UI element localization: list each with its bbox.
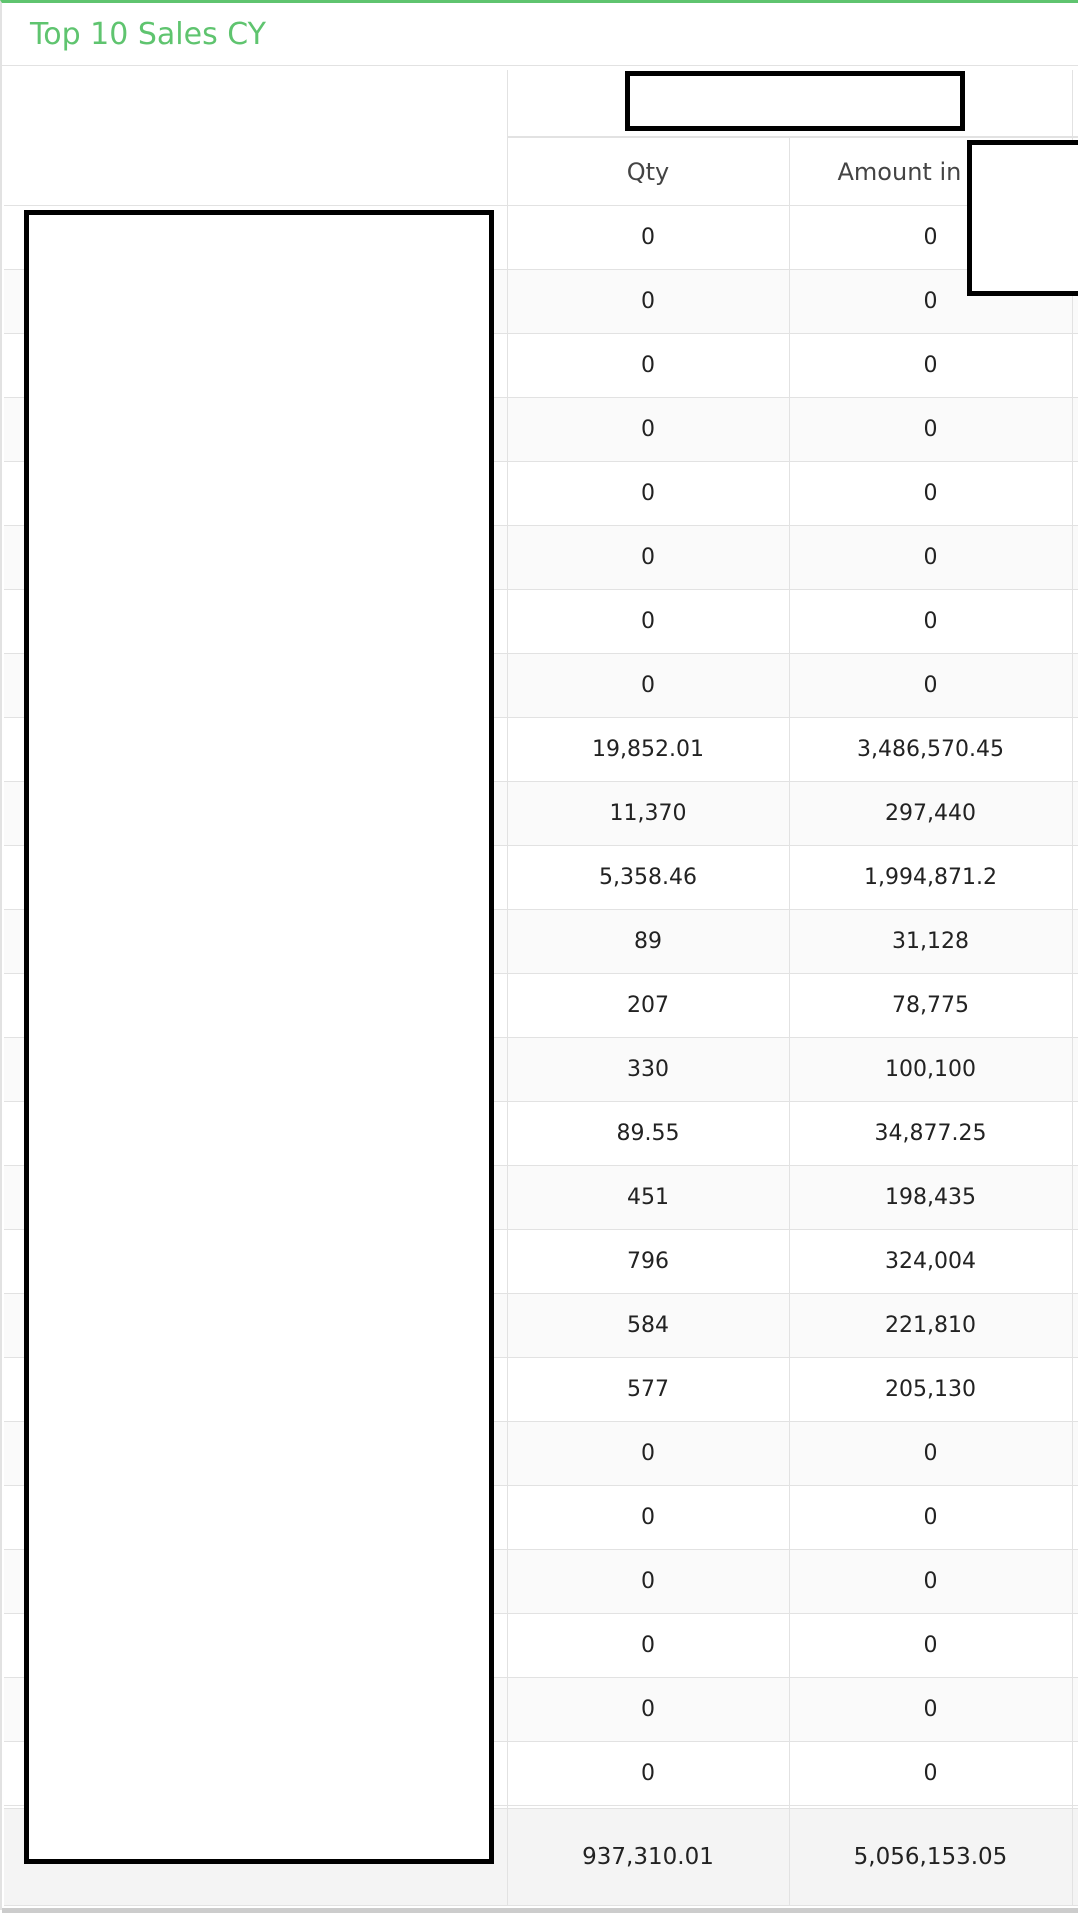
qty-cell: 0 xyxy=(507,1422,789,1486)
widget-title: Top 10 Sales CY xyxy=(30,16,267,52)
overflow-cell xyxy=(1072,590,1078,654)
amount-cell: 0 xyxy=(789,1742,1072,1806)
overflow-cell xyxy=(1072,1550,1078,1614)
qty-cell: 0 xyxy=(507,462,789,526)
amount-cell: 198,435 xyxy=(789,1166,1072,1230)
overflow-cell xyxy=(1072,1742,1078,1806)
amount-cell: 324,004 xyxy=(789,1230,1072,1294)
amount-cell: 221,810 xyxy=(789,1294,1072,1358)
amount-cell: 0 xyxy=(789,462,1072,526)
amount-cell: 0 xyxy=(789,1422,1072,1486)
overflow-cell xyxy=(1072,782,1078,846)
overflow-cell xyxy=(1072,654,1078,718)
qty-cell: 0 xyxy=(507,1678,789,1742)
amount-column-header[interactable]: Amount in xyxy=(789,137,1072,206)
overflow-cell xyxy=(1072,1294,1078,1358)
amount-cell: 0 xyxy=(789,526,1072,590)
amount-cell: 0 xyxy=(789,398,1072,462)
qty-cell: 89.55 xyxy=(507,1102,789,1166)
redacted-row-labels xyxy=(24,210,494,1864)
overflow-cell xyxy=(1072,718,1078,782)
overflow-cell xyxy=(1072,334,1078,398)
redacted-header-label xyxy=(625,71,965,131)
amount-cell: 34,877.25 xyxy=(789,1102,1072,1166)
amount-cell: 100,100 xyxy=(789,1038,1072,1102)
qty-cell: 0 xyxy=(507,654,789,718)
overflow-cell xyxy=(1072,526,1078,590)
amount-cell: 78,775 xyxy=(789,974,1072,1038)
amount-cell: 31,128 xyxy=(789,910,1072,974)
qty-cell: 0 xyxy=(507,270,789,334)
overflow-cell xyxy=(1072,1230,1078,1294)
totals-qty: 937,310.01 xyxy=(507,1809,789,1906)
amount-cell: 1,994,871.2 xyxy=(789,846,1072,910)
amount-cell: 205,130 xyxy=(789,1358,1072,1422)
amount-cell: 297,440 xyxy=(789,782,1072,846)
amount-cell: 0 xyxy=(789,1678,1072,1742)
amount-cell: 0 xyxy=(789,590,1072,654)
overflow-cell xyxy=(1072,974,1078,1038)
qty-cell: 796 xyxy=(507,1230,789,1294)
horizontal-scrollbar[interactable] xyxy=(2,1908,1078,1913)
amount-cell: 3,486,570.45 xyxy=(789,718,1072,782)
qty-cell: 0 xyxy=(507,206,789,270)
amount-cell: 0 xyxy=(789,334,1072,398)
amount-cell: 0 xyxy=(789,654,1072,718)
overflow-cell xyxy=(1072,1038,1078,1102)
overflow-cell xyxy=(1072,1678,1078,1742)
qty-cell: 19,852.01 xyxy=(507,718,789,782)
amount-cell: 0 xyxy=(789,1550,1072,1614)
overflow-cell xyxy=(1072,1166,1078,1230)
overflow-cell xyxy=(1072,1486,1078,1550)
widget-header xyxy=(2,3,1078,66)
qty-column-header[interactable]: Qty xyxy=(507,137,789,206)
amount-cell: 0 xyxy=(789,1614,1072,1678)
qty-cell: 330 xyxy=(507,1038,789,1102)
qty-cell: 5,358.46 xyxy=(507,846,789,910)
qty-cell: 89 xyxy=(507,910,789,974)
overflow-cell xyxy=(1072,398,1078,462)
amount-cell: 0 xyxy=(789,270,1072,334)
totals-overflow xyxy=(1072,1809,1078,1906)
qty-cell: 11,370 xyxy=(507,782,789,846)
overflow-cell xyxy=(1072,462,1078,526)
qty-cell: 0 xyxy=(507,1742,789,1806)
amount-cell: 0 xyxy=(789,206,1072,270)
redacted-amount-currency xyxy=(967,140,1078,296)
qty-cell: 0 xyxy=(507,1614,789,1678)
overflow-cell xyxy=(1072,1422,1078,1486)
qty-cell: 0 xyxy=(507,398,789,462)
overflow-cell xyxy=(1072,1614,1078,1678)
qty-cell: 0 xyxy=(507,1550,789,1614)
qty-cell: 0 xyxy=(507,334,789,398)
overflow-cell xyxy=(1072,1358,1078,1422)
qty-cell: 0 xyxy=(507,590,789,654)
qty-cell: 584 xyxy=(507,1294,789,1358)
overflow-cell xyxy=(1072,910,1078,974)
next-group-header-cell xyxy=(1072,70,1078,137)
row-label-header xyxy=(4,70,507,206)
overflow-cell xyxy=(1072,1102,1078,1166)
qty-cell: 577 xyxy=(507,1358,789,1422)
qty-cell: 207 xyxy=(507,974,789,1038)
qty-cell: 0 xyxy=(507,526,789,590)
amount-cell: 0 xyxy=(789,1486,1072,1550)
qty-cell: 0 xyxy=(507,1486,789,1550)
totals-amount: 5,056,153.05 xyxy=(789,1809,1072,1906)
qty-cell: 451 xyxy=(507,1166,789,1230)
overflow-cell xyxy=(1072,846,1078,910)
